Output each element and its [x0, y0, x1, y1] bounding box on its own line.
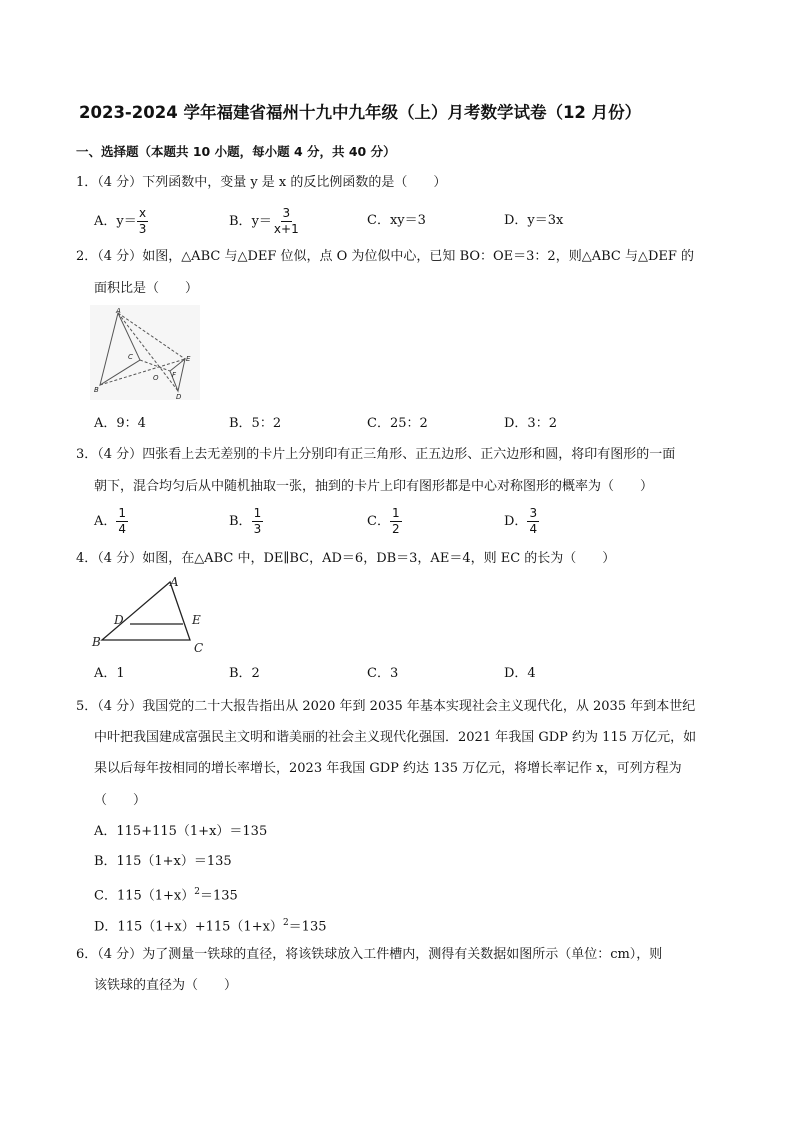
option-d: D．y＝3x	[504, 213, 564, 228]
page-title: 2023-2024 学年福建省福州十九中九年级（上）月考数学试卷（12 月份）	[79, 103, 642, 122]
vertex-label-f: F	[172, 371, 177, 379]
question-5-line-4: （ ）	[94, 793, 147, 808]
question-score: （4 分）	[97, 175, 143, 190]
fraction: $\frac{x}{3}$	[138, 206, 147, 236]
vertex-label-b: B	[92, 635, 101, 649]
question-3-line-1	[76, 446, 675, 464]
fraction: $\frac{3}{x+1}$	[273, 206, 299, 236]
fraction: $\frac{1}{4}$	[118, 506, 127, 536]
vertex-label-o: O	[153, 374, 159, 382]
question-3-line-2: 朝下，混合均匀后从中随机抽取一张，抽到的卡片上印有图形都是中心对称图形的概率为（ ）	[94, 479, 654, 494]
question-4-stem	[76, 550, 615, 568]
fraction: $\frac{1}{2}$	[391, 506, 400, 536]
option-d: D．4	[504, 666, 536, 681]
question-6-line-2: 该铁球的直径为（ ）	[94, 978, 238, 993]
vertex-label-a: A	[170, 575, 179, 589]
fraction: $\frac{1}{3}$	[253, 506, 262, 536]
question-score: （4 分）	[97, 447, 143, 462]
vertex-label-e: E	[186, 355, 191, 363]
question-text: 如图，在△ABC 中，DE∥BC，AD＝6，DB＝3，AE＝4，则 EC 的长为（ ）	[142, 551, 616, 566]
vertex-label-d: D	[176, 393, 182, 400]
vertex-label-d: D	[114, 613, 124, 627]
question-text: 下列函数中，变量 y 是 x 的反比例函数的是（ ）	[142, 175, 447, 190]
section-heading: 一、选择题（本题共 10 小题，每小题 4 分，共 40 分）	[76, 144, 396, 159]
vertex-label-e: E	[192, 613, 201, 627]
question-5-line-1	[76, 698, 695, 716]
option-c: C．25：2	[367, 416, 428, 431]
question-number: 1．	[76, 175, 98, 190]
similar-triangles-figure	[90, 305, 200, 400]
option-d: D．3：2	[504, 416, 557, 431]
option-c: C．xy＝3	[367, 213, 426, 228]
vertex-label-a: A	[116, 307, 121, 315]
vertex-label-c: C	[194, 641, 204, 654]
option-c: C．$115(1+x)^2=135$	[94, 887, 238, 904]
option-a: A． $\frac{1}{4}$	[94, 506, 127, 536]
question-number: 2．	[76, 249, 98, 264]
question-number: 6．	[76, 947, 98, 962]
option-b: B． $\frac{1}{3}$	[229, 506, 262, 536]
question-text: 四张看上去无差别的卡片上分别印有正三角形、正五边形、正六边形和圆，将印有图形的一面	[142, 447, 676, 462]
question-score: （4 分）	[97, 947, 143, 962]
question-5-line-2: 中叶把我国建成富强民主文明和谐美丽的社会主义现代化强国．2021 年我国 GDP 约为 115 万亿元，如	[94, 730, 697, 745]
question-2-line-1	[76, 248, 694, 266]
option-c: C． $\frac{1}{2}$	[367, 506, 400, 536]
question-1-stem	[76, 174, 446, 192]
option-b: B．5：2	[229, 416, 282, 431]
option-a: A．1	[94, 666, 125, 681]
option-a: A．115+115（1+x）＝135	[94, 824, 268, 839]
triangle-parallel-figure	[90, 574, 215, 654]
question-score: （4 分）	[97, 699, 143, 714]
question-2-line-2: 面积比是（ ）	[94, 281, 199, 296]
question-number: 5．	[76, 699, 98, 714]
question-score: （4 分）	[97, 249, 143, 264]
question-number: 3．	[76, 447, 98, 462]
option-a: A．9：4	[94, 416, 146, 431]
question-text: 为了测量一铁球的直径，将该铁球放入工件槽内，测得有关数据如图所示（单位：cm），则	[142, 947, 663, 962]
question-6-line-1	[76, 946, 662, 964]
question-text: 我国党的二十大报告指出从 2020 年到 2035 年基本实现社会主义现代化，从 2035 年到本世纪	[142, 699, 696, 714]
option-a: A．y＝ $\frac{x}{3}$	[94, 206, 147, 236]
question-text: 如图，△ABC 与△DEF 位似，点 O 为位似中心，已知 BO：OE＝3：2，则△ABC 与△DEF 的	[142, 249, 695, 264]
option-b: B．2	[229, 666, 260, 681]
fraction: $\frac{3}{4}$	[529, 506, 538, 536]
vertex-label-b: B	[94, 386, 99, 394]
option-b: B．y＝ $\frac{3}{x+1}$	[229, 206, 299, 236]
option-d: D． $\frac{3}{4}$	[504, 506, 538, 536]
question-5-line-3: 果以后每年按相同的增长率增长，2023 年我国 GDP 约达 135 万亿元，将增长率记作 x，可列方程为	[94, 761, 682, 776]
question-number: 4．	[76, 551, 98, 566]
option-b: B．115（1+x）＝135	[94, 854, 232, 869]
question-score: （4 分）	[97, 551, 143, 566]
vertex-label-c: C	[128, 353, 133, 361]
option-d: D．$115(1+x)+115(1+x)^2=135$	[94, 918, 327, 935]
option-c: C．3	[367, 666, 399, 681]
